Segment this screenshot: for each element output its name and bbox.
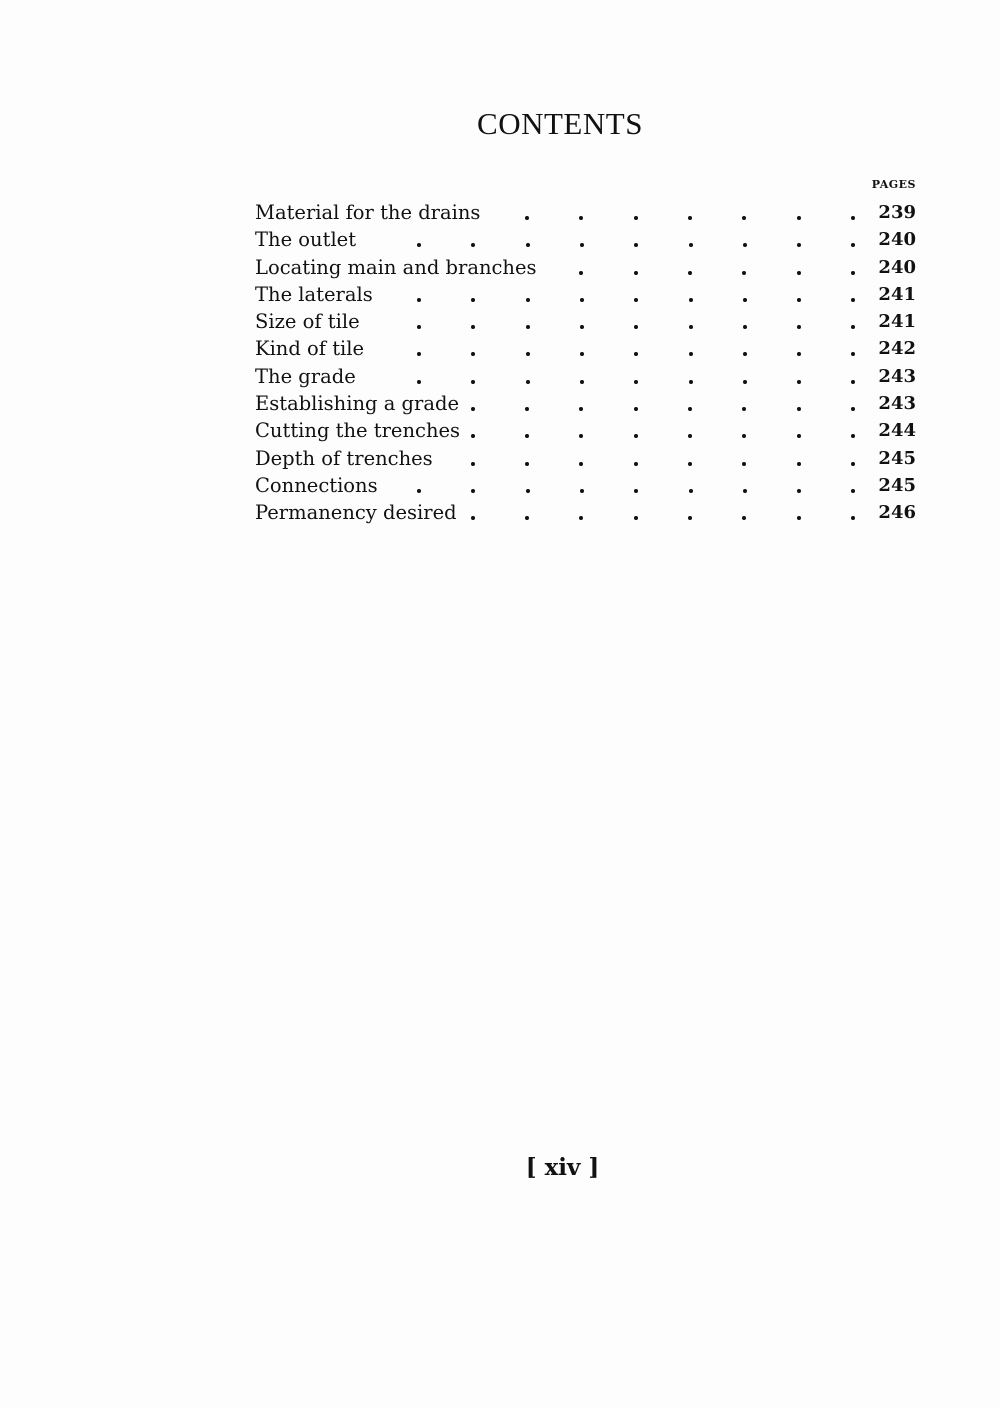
toc-entry: [255, 445, 916, 472]
leader-dot: [579, 516, 583, 520]
leader-dot: [743, 380, 747, 384]
toc-entry-label: Size of tile: [255, 308, 362, 335]
toc-entry-label: Depth of trenches: [255, 445, 435, 472]
leader-dot: [742, 216, 746, 220]
leader-dot: [851, 434, 855, 438]
toc-entry: [255, 417, 916, 444]
leader-dot: [743, 489, 747, 493]
toc-entry-page: 243: [878, 393, 916, 415]
leader-dot: [417, 243, 421, 247]
leader-dot: [634, 271, 638, 275]
leader-dot: [797, 243, 801, 247]
leader-dot: [580, 380, 584, 384]
leader-dot: [471, 407, 475, 411]
leader-dot: [471, 489, 475, 493]
leader-dot: [797, 271, 801, 275]
leader-dot: [525, 462, 529, 466]
leader-dot: [471, 325, 475, 329]
leader-dot: [742, 434, 746, 438]
leader-dot: [797, 434, 801, 438]
toc-entry: [255, 472, 916, 499]
leader-dot: [634, 434, 638, 438]
toc-entry-label: Material for the drains: [255, 199, 482, 226]
leader-dot: [526, 325, 530, 329]
leader-dot: [797, 407, 801, 411]
toc-entry-label: Cutting the trenches: [255, 417, 462, 444]
leader-dot: [526, 298, 530, 302]
toc-entry: [255, 390, 916, 417]
pages-column-header: PAGES: [871, 178, 916, 191]
leader-dot: [417, 325, 421, 329]
leader-dot: [417, 380, 421, 384]
leader-dot: [579, 271, 583, 275]
toc-entry: [255, 499, 916, 526]
toc-entry: [255, 335, 916, 362]
leader-dot: [417, 489, 421, 493]
leader-dot: [526, 380, 530, 384]
leader-dot: [851, 516, 855, 520]
leader-dot: [797, 298, 801, 302]
leader-dot: [526, 243, 530, 247]
leader-dot: [689, 243, 693, 247]
toc-entry: [255, 363, 916, 390]
toc-entry: [255, 308, 916, 335]
toc-entry-label: Locating main and branches: [255, 254, 539, 281]
leader-dot: [634, 352, 638, 356]
toc-entry-label: The outlet: [255, 226, 358, 253]
page-title: CONTENTS: [477, 106, 643, 141]
leader-dot: [797, 352, 801, 356]
leader-dot: [634, 216, 638, 220]
leader-dot: [579, 434, 583, 438]
leader-dot: [797, 489, 801, 493]
leader-dot: [580, 489, 584, 493]
leader-dot: [851, 489, 855, 493]
leader-dot: [689, 489, 693, 493]
toc-entry-label: The grade: [255, 363, 358, 390]
leader-dot: [417, 298, 421, 302]
toc-entry-page: 245: [878, 474, 916, 496]
toc-entry: [255, 254, 916, 281]
toc-entry: [255, 199, 916, 226]
leader-dot: [634, 489, 638, 493]
leader-dot: [525, 216, 529, 220]
leader-dot: [688, 271, 692, 275]
leader-dot: [525, 434, 529, 438]
leader-dot: [471, 352, 475, 356]
leader-dot: [579, 462, 583, 466]
leader-dot: [471, 462, 475, 466]
leader-dot: [851, 298, 855, 302]
leader-dot: [580, 325, 584, 329]
leader-dot: [634, 298, 638, 302]
leader-dot: [797, 462, 801, 466]
toc-entry-label: Connections: [255, 472, 380, 499]
leader-dot: [851, 325, 855, 329]
leader-dot: [580, 352, 584, 356]
toc-entry-label: The laterals: [255, 281, 375, 308]
leader-dot: [851, 462, 855, 466]
leader-dot: [579, 216, 583, 220]
leader-dot: [743, 298, 747, 302]
leader-dot: [689, 352, 693, 356]
leader-dot: [417, 352, 421, 356]
leader-dot: [797, 216, 801, 220]
leader-dot: [634, 462, 638, 466]
leader-dot: [742, 516, 746, 520]
leader-dot: [688, 462, 692, 466]
leader-dot: [851, 216, 855, 220]
leader-dot: [851, 407, 855, 411]
leader-dot: [579, 407, 583, 411]
leader-dot: [851, 352, 855, 356]
leader-dot: [689, 325, 693, 329]
leader-dot: [743, 325, 747, 329]
leader-dot: [797, 380, 801, 384]
leader-dot: [851, 380, 855, 384]
leader-dot: [580, 243, 584, 247]
toc-entry: [255, 226, 916, 253]
leader-dot: [743, 243, 747, 247]
leader-dot: [743, 352, 747, 356]
leader-dot: [634, 325, 638, 329]
leader-dot: [742, 271, 746, 275]
toc-entry-page: 241: [878, 311, 916, 333]
leader-dot: [797, 325, 801, 329]
leader-dot: [525, 407, 529, 411]
leader-dot: [797, 516, 801, 520]
toc-entry-label: Establishing a grade: [255, 390, 461, 417]
leader-dot: [634, 380, 638, 384]
leader-dot: [471, 243, 475, 247]
leader-dot: [634, 516, 638, 520]
folio-page-number: [ xiv ]: [525, 1154, 600, 1181]
leader-dot: [471, 434, 475, 438]
toc-entry-page: 246: [878, 502, 916, 524]
leader-dot: [471, 380, 475, 384]
leader-dot: [688, 434, 692, 438]
leader-dot: [526, 352, 530, 356]
toc-entry: [255, 281, 916, 308]
leader-dot: [742, 407, 746, 411]
toc-entry-page: 240: [878, 229, 916, 251]
leader-dot: [689, 298, 693, 302]
leader-dot: [634, 243, 638, 247]
leader-dot: [851, 271, 855, 275]
leader-dot: [742, 462, 746, 466]
leader-dot: [471, 516, 475, 520]
toc-entry-page: 241: [878, 283, 916, 305]
leader-dot: [634, 407, 638, 411]
toc-entry-page: 243: [878, 365, 916, 387]
toc-entry-page: 242: [878, 338, 916, 360]
leader-dot: [580, 298, 584, 302]
leader-dot: [525, 516, 529, 520]
leader-dot: [526, 489, 530, 493]
toc-entry-label: Kind of tile: [255, 335, 366, 362]
leader-dot: [689, 380, 693, 384]
toc-entry-page: 244: [878, 420, 916, 442]
leader-dot: [688, 407, 692, 411]
toc-entry-page: 239: [878, 202, 916, 223]
toc-entry-page: 240: [878, 256, 916, 278]
leader-dot: [688, 516, 692, 520]
toc-entry-label: Permanency desired: [255, 499, 459, 526]
table-of-contents: [255, 199, 916, 527]
toc-entry-page: 245: [878, 447, 916, 469]
leader-dot: [471, 298, 475, 302]
leader-dot: [851, 243, 855, 247]
leader-dot: [688, 216, 692, 220]
